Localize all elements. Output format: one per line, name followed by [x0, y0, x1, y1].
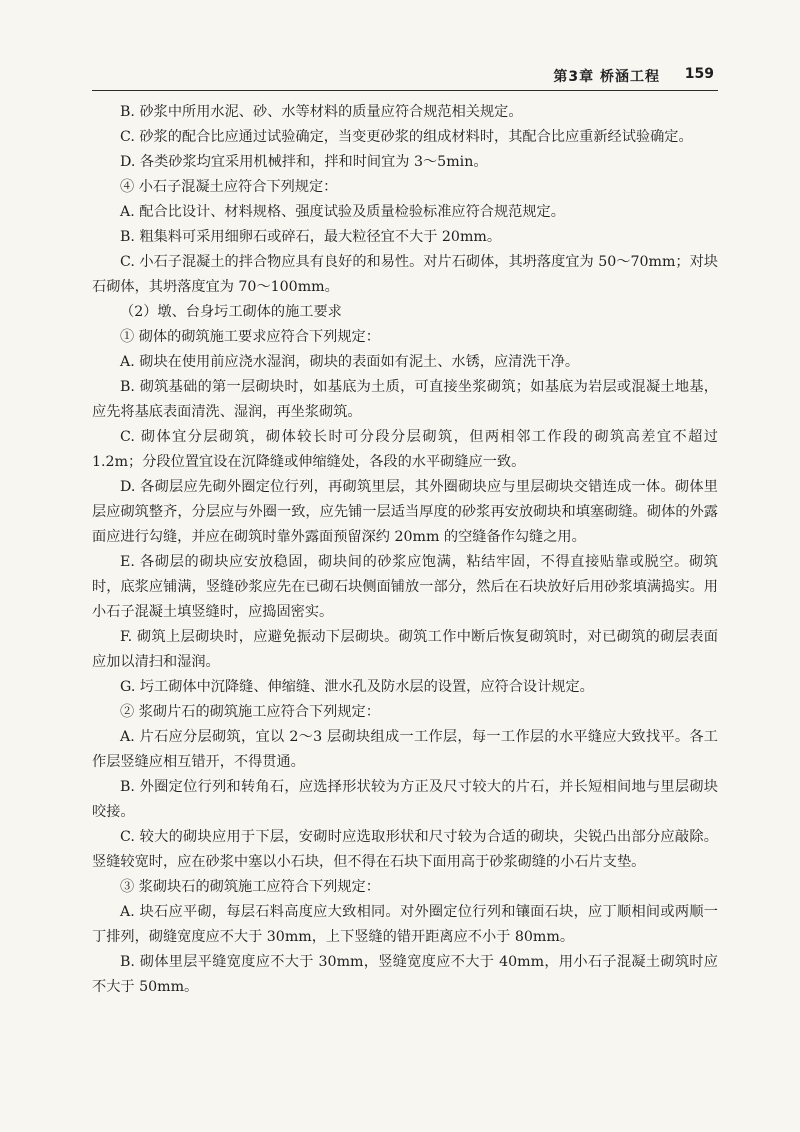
paragraph: A. 砌块在使用前应浇水湿润，砌块的表面如有泥土、水锈，应清洗干净。: [120, 354, 580, 370]
body-text: [92, 100, 718, 1000]
paragraph: C. 砂浆的配合比应通过试验确定，当变更砂浆的组成材料时，其配合比应重新经试验确定。: [120, 129, 693, 145]
paragraph: B. 外圈定位行列和转角石，应选择形状较为方正及尺寸较大的片石，并长短相间地与里层砌块咬接。: [92, 779, 718, 820]
paragraph: ② 浆砌片石的砌筑施工应符合下列规定：: [120, 704, 380, 720]
paragraph: B. 砂浆中所用水泥、砂、水等材料的质量应符合规范相关规定。: [120, 104, 523, 120]
page-number: 159: [684, 66, 714, 82]
paragraph: ③ 浆砌块石的砌筑施工应符合下列规定：: [120, 879, 380, 895]
chapter-title: 第3章 桥涵工程: [553, 69, 660, 85]
paragraph: A. 块石应平砌，每层石料高度应大致相同。对外圈定位行列和镶面石块，应丁顺相间或两顺一丁排列，砌缝宽度应不大于 30mm，上下竖缝的错开距离应不小于 80mm。: [92, 904, 718, 945]
paragraph: D. 各类砂浆均宜采用机械拌和，拌和时间宜为 3～5min。: [120, 154, 488, 170]
page-header: [92, 60, 718, 91]
paragraph: C. 小石子混凝土的拌合物应具有良好的和易性。对片石砌体，其坍落度宜为 50～70mm；对块石砌体，其坍落度宜为 70～100mm。: [92, 254, 718, 295]
paragraph: D. 各砌层应先砌外圈定位行列，再砌筑里层，其外圈砌块应与里层砌块交错连成一体。砌体里层应砌筑整齐，分层应与外圈一致，应先铺一层适当厚度的砂浆再安放砌块和填塞砌缝。砌体的外露面应进行勾缝，并应在砌筑时靠外露面预留深约 20mm 的空缝备作勾缝之用。: [92, 479, 718, 545]
section-heading: （2）墩、台身圬工砌体的施工要求: [120, 304, 342, 320]
paragraph: B. 砌筑基础的第一层砌块时，如基底为土质，可直接坐浆砌筑；如基底为岩层或混凝土地基，应先将基底表面清洗、湿润，再坐浆砌筑。: [92, 379, 718, 420]
paragraph: F. 砌筑上层砌块时，应避免振动下层砌块。砌筑工作中断后恢复砌筑时，对已砌筑的砌层表面应加以清扫和湿润。: [92, 629, 718, 670]
paragraph: A. 配合比设计、材料规格、强度试验及质量检验标准应符合规范规定。: [120, 204, 565, 220]
paragraph: B. 砌体里层平缝宽度应不大于 30mm，竖缝宽度应不大于 40mm，用小石子混凝土砌筑时应不大于 50mm。: [92, 954, 718, 995]
paragraph: A. 片石应分层砌筑，宜以 2～3 层砌块组成一工作层，每一工作层的水平缝应大致找平。各工作层竖缝应相互错开，不得贯通。: [92, 729, 718, 770]
paragraph: E. 各砌层的砌块应安放稳固，砌块间的砂浆应饱满，粘结牢固，不得直接贴靠或脱空。砌筑时，底浆应铺满，竖缝砂浆应先在已砌石块侧面铺放一部分，然后在石块放好后用砂浆填满捣实。用小石子混凝土填竖缝时，应捣固密实。: [92, 554, 718, 620]
paragraph: B. 粗集料可采用细卵石或碎石，最大粒径宜不大于 20mm。: [120, 229, 502, 245]
paragraph: C. 较大的砌块应用于下层，安砌时应选取形状和尺寸较为合适的砌块，尖锐凸出部分应敲除。竖缝较宽时，应在砂浆中塞以小石块，但不得在石块下面用高于砂浆砌缝的小石片支垫。: [92, 829, 718, 870]
paragraph: ① 砌体的砌筑施工要求应符合下列规定：: [120, 329, 380, 345]
paragraph: G. 圬工砌体中沉降缝、伸缩缝、泄水孔及防水层的设置，应符合设计规定。: [120, 679, 594, 695]
paragraph: ④ 小石子混凝土应符合下列规定：: [120, 179, 338, 195]
paragraph: C. 砌体宜分层砌筑，砌体较长时可分段分层砌筑，但两相邻工作段的砌筑高差宜不超过 1.2m；分段位置宜设在沉降缝或伸缩缝处，各段的水平砌缝应一致。: [92, 429, 718, 470]
